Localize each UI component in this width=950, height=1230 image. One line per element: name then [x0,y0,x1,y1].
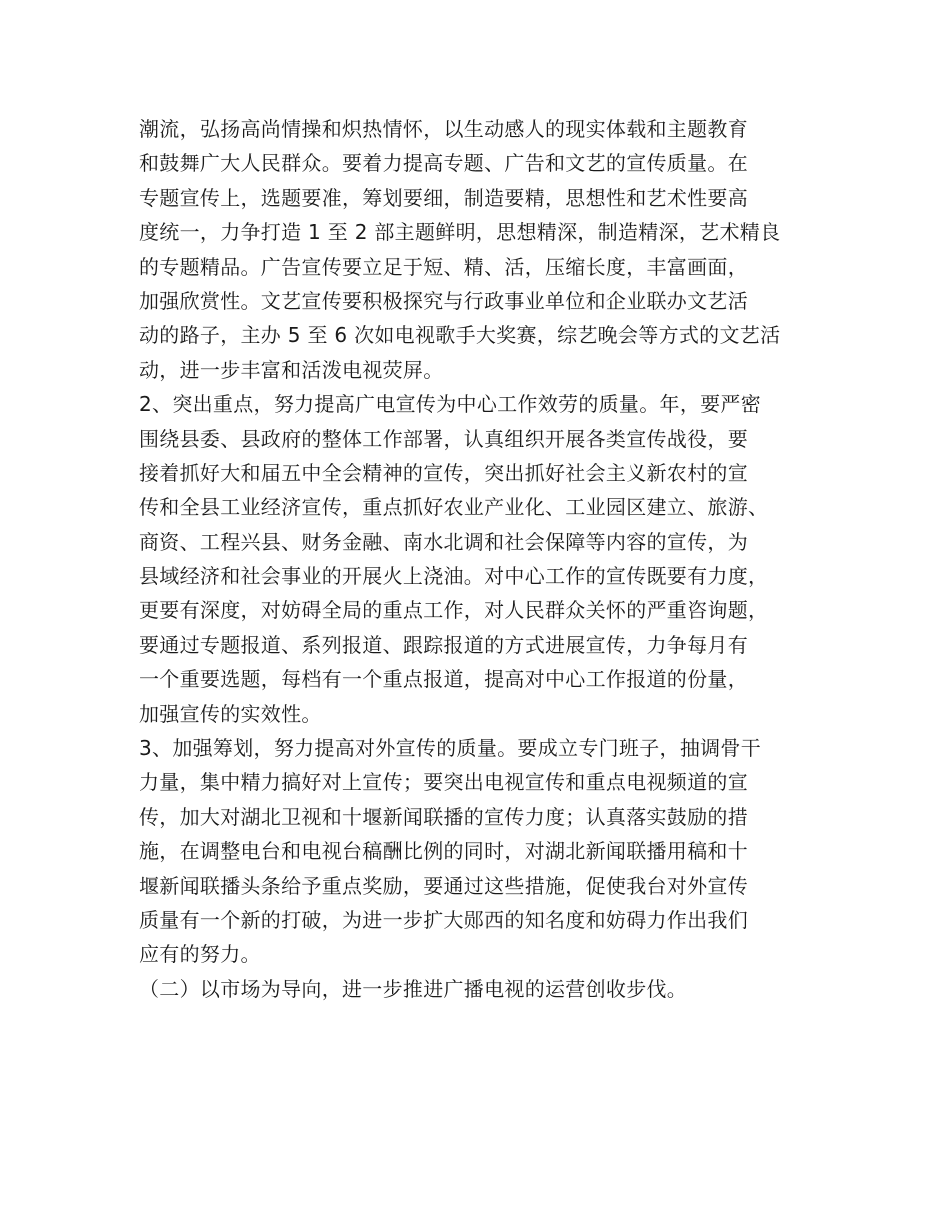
text-line: 动，进一步丰富和活泼电视荧屏。 [139,357,444,382]
text-line: 应有的努力。 [139,942,261,967]
text-line: 传和全县工业经济宣传，重点抓好农业产业化、工业园区建立、旅游、 [139,495,769,520]
text-line: 3、加强筹划，努力提高对外宣传的质量。要成立专门班子，抽调骨干 [139,736,762,761]
text-line: 动的路子，主办 5 至 6 次如电视歌手大奖赛，综艺晚会等方式的文艺活 [139,323,781,348]
text-line: 一个重要选题，每档有一个重点报道，提高对中心工作报道的份量， [139,667,748,692]
text-line: 要通过专题报道、系列报道、跟踪报道的方式进展宣传，力争每月有 [139,632,748,657]
text-line: 商资、工程兴县、财务金融、南水北调和社会保障等内容的宣传，为 [139,529,748,554]
text-line: 县域经济和社会事业的开展火上浇油。对中心工作的宣传既要有力度， [139,564,769,589]
text-line: 专题宣传上，选题要准，筹划要细，制造要精，思想性和艺术性要高 [139,185,748,210]
text-line: 接着抓好大和届五中全会精神的宣传，突出抓好社会主义新农村的宣 [139,460,748,485]
text-line: 度统一，力争打造 1 至 2 部主题鲜明，思想精深，制造精深，艺术精良 [139,220,781,245]
document-body [139,112,829,1006]
text-line: 和鼓舞广大人民群众。要着力提高专题、广告和文艺的宣传质量。在 [139,151,748,176]
text-line: 施，在调整电台和电视台稿酬比例的同时，对湖北新闻联播用稿和十 [139,839,748,864]
text-line: （二）以市场为导向，进一步推进广播电视的运营创收步伐。 [139,976,688,1001]
text-line: 的专题精品。广告宣传要立足于短、精、活，压缩长度，丰富画面， [139,254,748,279]
text-line: 围绕县委、县政府的整体工作部署，认真组织开展各类宣传战役，要 [139,426,748,451]
text-line: 传，加大对湖北卫视和十堰新闻联播的宣传力度；认真落实鼓励的措 [139,804,748,829]
text-line: 更要有深度，对妨碍全局的重点工作，对人民群众关怀的严重咨询题， [139,598,769,623]
text-line: 力量，集中精力搞好对上宣传；要突出电视宣传和重点电视频道的宣 [139,770,748,795]
text-line: 加强欣赏性。文艺宣传要积极探究与行政事业单位和企业联办文艺活 [139,288,748,313]
text-line: 2、突出重点，努力提高广电宣传为中心工作效劳的质量。年，要严密 [139,392,762,417]
text-line: 潮流，弘扬高尚情操和炽热情怀，以生动感人的现实体载和主题教育 [139,117,748,141]
text-line: 堰新闻联播头条给予重点奖励，要通过这些措施，促使我台对外宣传 [139,873,748,898]
text-line: 加强宣传的实效性。 [139,701,322,726]
text-line: 质量有一个新的打破，为进一步扩大郧西的知名度和妨碍力作出我们 [139,907,748,932]
